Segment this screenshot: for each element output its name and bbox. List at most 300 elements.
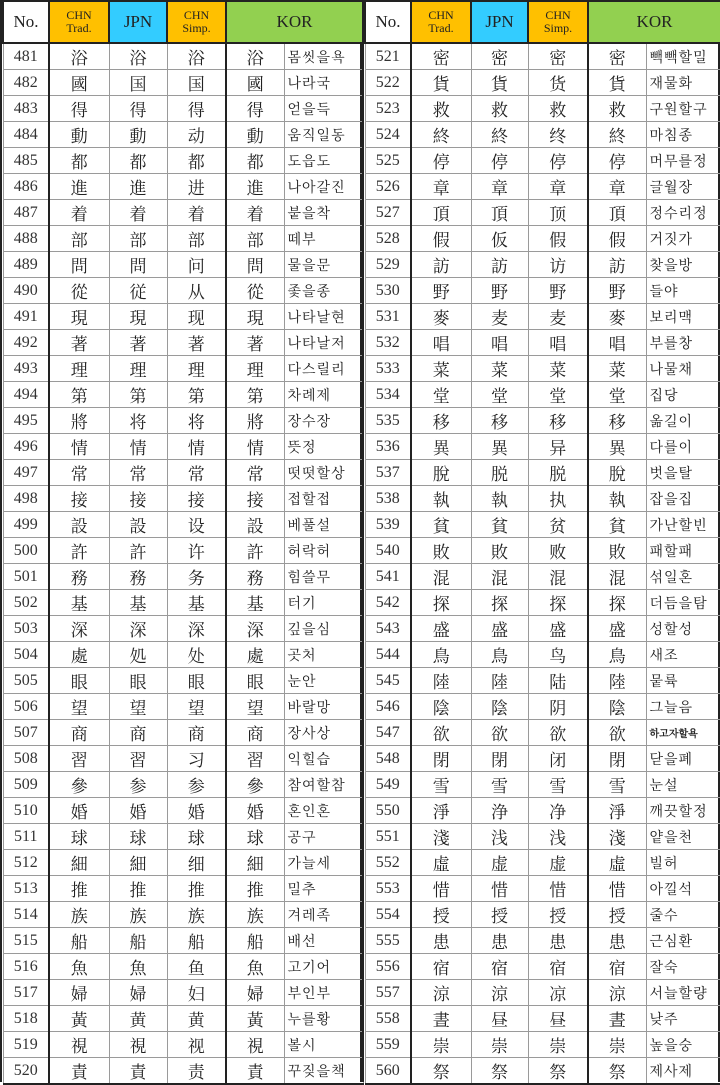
header-chn-simp-label: Simp. [543,21,573,35]
chn-trad-char: 麥 [411,304,471,330]
kor-char: 假 [588,226,646,252]
jpn-char: 昼 [471,1006,528,1032]
table-row [3,564,363,590]
table-row [3,330,363,356]
row-number: 523 [365,96,411,122]
row-number: 533 [365,356,411,382]
table-row [365,954,720,980]
kor-meaning: 베풀설 [284,512,363,538]
jpn-char: 参 [109,772,167,798]
chn-simp-char: 堂 [528,382,588,408]
kor-char: 閉 [588,746,646,772]
chn-trad-char: 貨 [411,70,471,96]
kor-char: 祭 [588,1058,646,1085]
chn-simp-char: 浅 [528,824,588,850]
table-row [3,382,363,408]
kor-meaning: 벗을탈 [646,460,720,486]
table-row [365,824,720,850]
chn-trad-char: 崇 [411,1032,471,1058]
kor-meaning: 밀추 [284,876,363,902]
kor-meaning: 깊을심 [284,616,363,642]
jpn-char: 球 [109,824,167,850]
kor-meaning: 붙을착 [284,200,363,226]
kor-char: 理 [226,356,284,382]
jpn-char: 陸 [471,668,528,694]
kor-meaning: 뜻정 [284,434,363,460]
jpn-char: 船 [109,928,167,954]
chn-trad-char: 貧 [411,512,471,538]
table-row [3,43,363,70]
row-number: 518 [3,1006,49,1032]
chn-trad-char: 淨 [411,798,471,824]
row-number: 554 [365,902,411,928]
table-row [365,980,720,1006]
chn-simp-char: 脱 [528,460,588,486]
kor-char: 習 [226,746,284,772]
kor-meaning: 꾸짖을책 [284,1058,363,1085]
kor-char: 從 [226,278,284,304]
kor-char: 執 [588,486,646,512]
row-number: 505 [3,668,49,694]
chn-trad-char: 都 [49,148,109,174]
row-number: 535 [365,408,411,434]
table-row [3,980,363,1006]
row-number: 531 [365,304,411,330]
kor-char: 盛 [588,616,646,642]
jpn-char: 麦 [471,304,528,330]
table-row [3,772,363,798]
row-number: 512 [3,850,49,876]
jpn-char: 推 [109,876,167,902]
row-number: 498 [3,486,49,512]
chn-simp-char: 鱼 [167,954,226,980]
kor-meaning: 몸씻을욕 [284,43,363,70]
chn-trad-char: 菜 [411,356,471,382]
jpn-char: 将 [109,408,167,434]
row-number: 556 [365,954,411,980]
kor-char: 移 [588,408,646,434]
table-row [365,226,720,252]
header-chn-trad-label: Trad. [66,21,92,35]
chn-trad-char: 著 [49,330,109,356]
kor-meaning: 나라국 [284,70,363,96]
chn-simp-char: 停 [528,148,588,174]
chn-trad-char: 婚 [49,798,109,824]
kor-meaning: 깨끗할정 [646,798,720,824]
kor-meaning: 들야 [646,278,720,304]
kor-meaning: 힘쓸무 [284,564,363,590]
jpn-char: 堂 [471,382,528,408]
kor-meaning: 빽빽할밀 [646,43,720,70]
jpn-char: 部 [109,226,167,252]
kor-char: 著 [226,330,284,356]
table-row [3,720,363,746]
chn-trad-char: 着 [49,200,109,226]
jpn-char: 移 [471,408,528,434]
kor-meaning: 부인부 [284,980,363,1006]
chn-simp-char: 得 [167,96,226,122]
chn-simp-char: 妇 [167,980,226,1006]
row-number: 549 [365,772,411,798]
kor-char: 處 [226,642,284,668]
header-jpn-label: JPN [485,12,514,31]
kor-meaning: 가난할빈 [646,512,720,538]
kor-meaning: 나아갈진 [284,174,363,200]
chn-trad-char: 陰 [411,694,471,720]
kor-meaning: 닫을폐 [646,746,720,772]
jpn-char: 動 [109,122,167,148]
kor-char: 婚 [226,798,284,824]
kor-char: 船 [226,928,284,954]
chn-simp-char: 情 [167,434,226,460]
jpn-char: 敗 [471,538,528,564]
chn-trad-char: 陸 [411,668,471,694]
table-row [3,694,363,720]
row-number: 516 [3,954,49,980]
kor-meaning: 하고자할욕 [646,720,720,746]
chn-trad-char: 基 [49,590,109,616]
row-number: 488 [3,226,49,252]
row-number: 534 [365,382,411,408]
chn-simp-char: 将 [167,408,226,434]
chn-simp-char: 虚 [528,850,588,876]
table-row [365,642,720,668]
table-row [365,590,720,616]
kor-meaning: 떳떳할상 [284,460,363,486]
kor-meaning: 구원할구 [646,96,720,122]
chn-trad-char: 現 [49,304,109,330]
row-number: 539 [365,512,411,538]
chn-trad-char: 得 [49,96,109,122]
row-number: 532 [365,330,411,356]
jpn-char: 第 [109,382,167,408]
kor-char: 浴 [226,43,284,70]
chn-simp-char: 著 [167,330,226,356]
row-number: 529 [365,252,411,278]
chn-trad-char: 習 [49,746,109,772]
table-row [365,798,720,824]
chn-trad-char: 章 [411,174,471,200]
table-row [3,746,363,772]
kor-char: 救 [588,96,646,122]
table-row [3,200,363,226]
row-number: 543 [365,616,411,642]
chn-trad-char: 球 [49,824,109,850]
chn-trad-char: 望 [49,694,109,720]
header-chn-trad [49,1,109,43]
chn-simp-char: 眼 [167,668,226,694]
chn-simp-char: 视 [167,1032,226,1058]
left-hanja-table [2,0,364,1085]
table-row [3,642,363,668]
jpn-char: 習 [109,746,167,772]
table-row [365,460,720,486]
table-row [365,200,720,226]
table-row [3,174,363,200]
chn-simp-char: 望 [167,694,226,720]
chn-simp-char: 净 [528,798,588,824]
chn-simp-char: 章 [528,174,588,200]
chn-trad-char: 野 [411,278,471,304]
table-row [365,720,720,746]
jpn-char: 貧 [471,512,528,538]
kor-meaning: 도읍도 [284,148,363,174]
jpn-char: 情 [109,434,167,460]
chn-trad-char: 異 [411,434,471,460]
row-number: 552 [365,850,411,876]
chn-trad-char: 宿 [411,954,471,980]
table-row [365,434,720,460]
table-row [365,876,720,902]
table-row [3,226,363,252]
row-number: 496 [3,434,49,460]
jpn-char: 細 [109,850,167,876]
chn-simp-char: 欲 [528,720,588,746]
jpn-char: 問 [109,252,167,278]
kor-meaning: 움직일동 [284,122,363,148]
chn-trad-char: 將 [49,408,109,434]
jpn-char: 異 [471,434,528,460]
row-number: 522 [365,70,411,96]
header-row [365,1,720,43]
chn-trad-char: 訪 [411,252,471,278]
kor-meaning: 나타날현 [284,304,363,330]
kor-meaning: 서늘할량 [646,980,720,1006]
chn-trad-char: 問 [49,252,109,278]
chn-simp-char: 盛 [528,616,588,642]
header-jpn [109,1,167,43]
chn-trad-char: 鳥 [411,642,471,668]
chn-trad-char: 晝 [411,1006,471,1032]
kor-char: 菜 [588,356,646,382]
row-number: 482 [3,70,49,96]
table-row [3,1006,363,1032]
table-row [365,772,720,798]
header-chn-trad [411,1,471,43]
jpn-char: 浄 [471,798,528,824]
chn-trad-char: 欲 [411,720,471,746]
header-kor-label: KOR [276,12,313,31]
row-number: 530 [365,278,411,304]
row-number: 546 [365,694,411,720]
jpn-char: 浴 [109,43,167,70]
header-chn-trad-label: CHN [66,8,92,22]
kor-char: 都 [226,148,284,174]
row-number: 519 [3,1032,49,1058]
kor-meaning: 좇을종 [284,278,363,304]
table-row [3,486,363,512]
kor-meaning: 마침종 [646,122,720,148]
table-row [3,1058,363,1085]
kor-char: 欲 [588,720,646,746]
chn-trad-char: 救 [411,96,471,122]
row-number: 536 [365,434,411,460]
chn-simp-char: 浴 [167,43,226,70]
kor-meaning: 가늘세 [284,850,363,876]
chn-trad-char: 涼 [411,980,471,1006]
kor-char: 得 [226,96,284,122]
kor-char: 脫 [588,460,646,486]
jpn-char: 盛 [471,616,528,642]
jpn-char: 魚 [109,954,167,980]
chn-simp-char: 习 [167,746,226,772]
jpn-char: 族 [109,902,167,928]
table-row [3,538,363,564]
table-row [3,70,363,96]
chn-simp-char: 终 [528,122,588,148]
kor-char: 雪 [588,772,646,798]
chn-trad-char: 細 [49,850,109,876]
kor-meaning: 바랄망 [284,694,363,720]
kor-meaning: 빌허 [646,850,720,876]
jpn-char: 頂 [471,200,528,226]
chn-simp-char: 国 [167,70,226,96]
table-row [365,1006,720,1032]
chn-trad-char: 密 [411,43,471,70]
kor-char: 混 [588,564,646,590]
kor-meaning: 제사제 [646,1058,720,1085]
jpn-char: 黄 [109,1006,167,1032]
kor-char: 視 [226,1032,284,1058]
chn-simp-char: 婚 [167,798,226,824]
jpn-char: 設 [109,512,167,538]
jpn-char: 陰 [471,694,528,720]
chn-simp-char: 假 [528,226,588,252]
table-row [3,798,363,824]
chn-trad-char: 進 [49,174,109,200]
kor-char: 魚 [226,954,284,980]
chn-simp-char: 菜 [528,356,588,382]
chn-trad-char: 虛 [411,850,471,876]
kor-meaning: 글월장 [646,174,720,200]
jpn-char: 望 [109,694,167,720]
table-row [365,928,720,954]
header-jpn [471,1,528,43]
jpn-char: 終 [471,122,528,148]
chn-simp-char: 雪 [528,772,588,798]
jpn-char: 眼 [109,668,167,694]
chn-simp-char: 阴 [528,694,588,720]
kor-char: 涼 [588,980,646,1006]
chn-simp-char: 异 [528,434,588,460]
chn-trad-char: 處 [49,642,109,668]
kor-char: 貨 [588,70,646,96]
row-number: 493 [3,356,49,382]
row-number: 501 [3,564,49,590]
table-row [3,590,363,616]
kor-char: 崇 [588,1032,646,1058]
chn-simp-char: 第 [167,382,226,408]
kor-char: 貧 [588,512,646,538]
kor-char: 陰 [588,694,646,720]
chn-trad-char: 國 [49,70,109,96]
row-number: 547 [365,720,411,746]
kor-char: 晝 [588,1006,646,1032]
chn-trad-char: 惜 [411,876,471,902]
kor-char: 鳥 [588,642,646,668]
row-number: 524 [365,122,411,148]
table-row [365,304,720,330]
chn-trad-char: 授 [411,902,471,928]
chn-simp-char: 惜 [528,876,588,902]
chn-simp-char: 推 [167,876,226,902]
kor-meaning: 집당 [646,382,720,408]
row-number: 541 [365,564,411,590]
row-number: 526 [365,174,411,200]
chn-simp-char: 救 [528,96,588,122]
row-number: 560 [365,1058,411,1085]
kor-meaning: 허락허 [284,538,363,564]
jpn-char: 責 [109,1058,167,1085]
kor-meaning: 찾을방 [646,252,720,278]
chn-simp-char: 密 [528,43,588,70]
chn-trad-char: 患 [411,928,471,954]
chn-simp-char: 许 [167,538,226,564]
row-number: 502 [3,590,49,616]
row-number: 548 [365,746,411,772]
row-number: 540 [365,538,411,564]
table-row [365,148,720,174]
chn-trad-char: 許 [49,538,109,564]
jpn-char: 祭 [471,1058,528,1085]
chn-simp-char: 族 [167,902,226,928]
chn-simp-char: 责 [167,1058,226,1085]
kor-meaning: 보리맥 [646,304,720,330]
table-row [3,512,363,538]
chn-simp-char: 球 [167,824,226,850]
table-row [365,512,720,538]
kor-meaning: 장수장 [284,408,363,434]
chn-simp-char: 授 [528,902,588,928]
row-number: 489 [3,252,49,278]
chn-simp-char: 商 [167,720,226,746]
kor-meaning: 나타날저 [284,330,363,356]
jpn-char: 探 [471,590,528,616]
chn-simp-char: 船 [167,928,226,954]
chn-trad-char: 情 [49,434,109,460]
jpn-char: 仮 [471,226,528,252]
kor-char: 望 [226,694,284,720]
chn-trad-char: 混 [411,564,471,590]
kor-char: 章 [588,174,646,200]
table-row [3,122,363,148]
chn-simp-char: 细 [167,850,226,876]
table-row [365,96,720,122]
jpn-char: 婚 [109,798,167,824]
jpn-char: 授 [471,902,528,928]
jpn-char: 雪 [471,772,528,798]
kor-meaning: 낮주 [646,1006,720,1032]
table-row [3,850,363,876]
chn-trad-char: 參 [49,772,109,798]
chn-trad-char: 第 [49,382,109,408]
chn-simp-char: 鸟 [528,642,588,668]
row-number: 487 [3,200,49,226]
jpn-char: 着 [109,200,167,226]
kor-meaning: 다스릴리 [284,356,363,382]
header-kor [588,1,720,43]
row-number: 495 [3,408,49,434]
row-number: 550 [365,798,411,824]
kor-char: 婦 [226,980,284,1006]
jpn-char: 深 [109,616,167,642]
jpn-char: 商 [109,720,167,746]
row-number: 544 [365,642,411,668]
header-no [365,1,411,43]
kor-char: 許 [226,538,284,564]
row-number: 485 [3,148,49,174]
chn-trad-char: 黃 [49,1006,109,1032]
